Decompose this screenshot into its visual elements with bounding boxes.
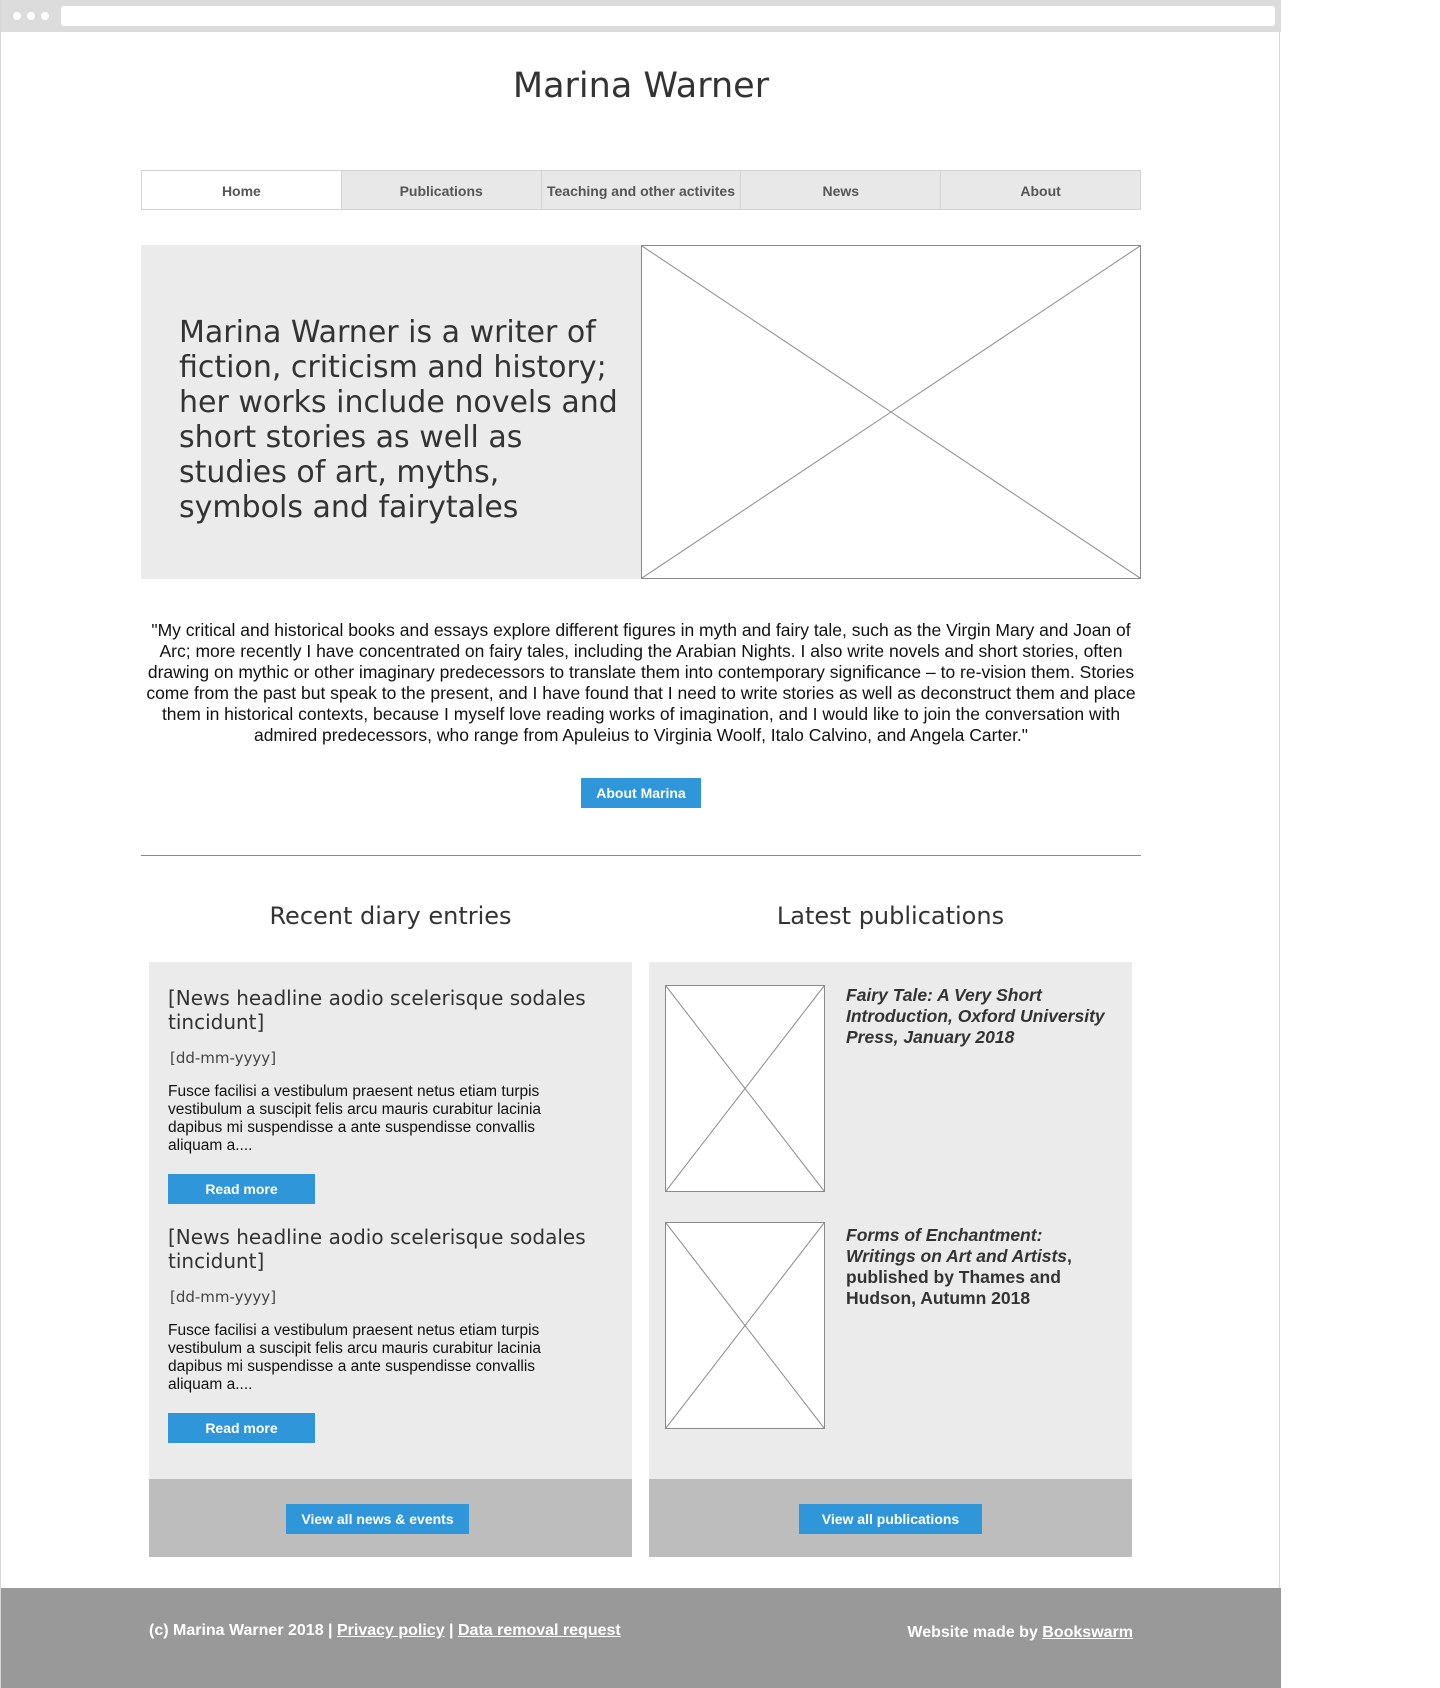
hero-intro-text: Marina Warner is a writer of fiction, criticism and history; her works include novels and short stories as well as studies of art, myths, symbols and fairytales xyxy=(179,315,618,525)
footer-right xyxy=(907,1624,1133,1642)
publication-title-italic: Fairy Tale: A Very Short Introduction, Oxford University Press, January 2018 xyxy=(846,985,1105,1047)
nav-item-home[interactable]: Home xyxy=(141,170,342,210)
publication-title[interactable] xyxy=(846,1225,1108,1309)
news-headline[interactable]: [News headline aodio scelerisque sodales tincidunt] xyxy=(168,986,586,1034)
copyright-text: (c) Marina Warner 2018 | xyxy=(149,1622,333,1639)
made-by-text: Website made by xyxy=(907,1624,1038,1641)
image-placeholder-icon xyxy=(666,986,824,1191)
diary-heading: Recent diary entries xyxy=(269,902,512,930)
publications-heading: Latest publications xyxy=(776,902,1005,930)
window-dot-icon xyxy=(27,12,35,20)
footer-separator: | xyxy=(449,1622,454,1639)
nav-item-teaching[interactable]: Teaching and other activites xyxy=(541,170,742,210)
read-more-button[interactable]: Read more xyxy=(168,1174,315,1204)
news-excerpt: Fusce facilisi a vestibulum praesent netus etiam turpis vestibulum a suscipit felis arcu mauris curabitur lacinia dapibus mi suspendisse a ante suspendisse convallis aliquam a.... xyxy=(168,1322,542,1393)
data-removal-link[interactable]: Data removal request xyxy=(457,1622,621,1639)
publications-panel xyxy=(649,962,1132,1479)
news-headline[interactable]: [News headline aodio scelerisque sodales tincidunt] xyxy=(168,1225,586,1273)
about-marina-button[interactable]: About Marina xyxy=(581,778,701,808)
view-all-news-button[interactable]: View all news & events xyxy=(286,1504,469,1534)
book-cover-placeholder[interactable] xyxy=(665,985,825,1192)
publications-panel-footer xyxy=(649,1479,1132,1557)
publication-title-italic: Forms of Enchantment: Writings on Art and Artists xyxy=(846,1225,1068,1266)
site-title: Marina Warner xyxy=(512,66,770,106)
hero-image-placeholder xyxy=(641,245,1141,579)
nav-item-news[interactable]: News xyxy=(740,170,941,210)
author-quote: "My critical and historical books and essays explore different figures in myth and fairy tale, such as the Virgin Mary and Joan of Arc; more recently I have concentrated on fairy tales, including the Arabian Nights. I also write novels and short stories, often drawing on mythic or other imaginary predecessors to translate them into contemporary significance – to re-vision them. Stories come from the past but speak to the present, and I have found that I need to write stories as well as deconstruct them and place them in historical contexts, because I myself love reading works of imagination, and I would like to join the conversation with admired predecessors, who range from Apuleius to Virginia Woolf, Italo Calvino, and Angela Carter." xyxy=(146,620,1136,745)
image-placeholder-icon xyxy=(642,246,1140,578)
news-date: [dd-mm-yyyy] xyxy=(170,1049,277,1067)
diary-panel xyxy=(149,962,632,1479)
window-dot-icon xyxy=(41,12,49,20)
nav-item-publications[interactable]: Publications xyxy=(341,170,542,210)
view-all-publications-button[interactable]: View all publications xyxy=(799,1504,982,1534)
nav-item-about[interactable]: About xyxy=(940,170,1141,210)
window-dot-icon xyxy=(13,12,21,20)
section-divider xyxy=(141,855,1141,856)
publication-title-rest: , published by Thames and Hudson, Autumn 2018 xyxy=(846,1246,1072,1308)
news-excerpt: Fusce facilisi a vestibulum praesent netus etiam turpis vestibulum a suscipit felis arcu mauris curabitur lacinia dapibus mi suspendisse a ante suspendisse convallis aliquam a.... xyxy=(168,1083,542,1154)
publication-title[interactable] xyxy=(846,985,1108,1048)
site-footer xyxy=(1,1588,1281,1688)
image-placeholder-icon xyxy=(666,1223,824,1428)
bookswarm-link[interactable]: Bookswarm xyxy=(1042,1624,1133,1641)
address-bar[interactable] xyxy=(61,6,1275,26)
footer-left xyxy=(149,1622,621,1640)
browser-toolbar xyxy=(1,0,1281,32)
hero-section xyxy=(141,245,1141,579)
book-cover-placeholder[interactable] xyxy=(665,1222,825,1429)
news-date: [dd-mm-yyyy] xyxy=(170,1288,277,1306)
main-nav xyxy=(141,170,1141,210)
privacy-policy-link[interactable]: Privacy policy xyxy=(336,1622,445,1639)
read-more-button[interactable]: Read more xyxy=(168,1413,315,1443)
diary-panel-footer xyxy=(149,1479,632,1557)
